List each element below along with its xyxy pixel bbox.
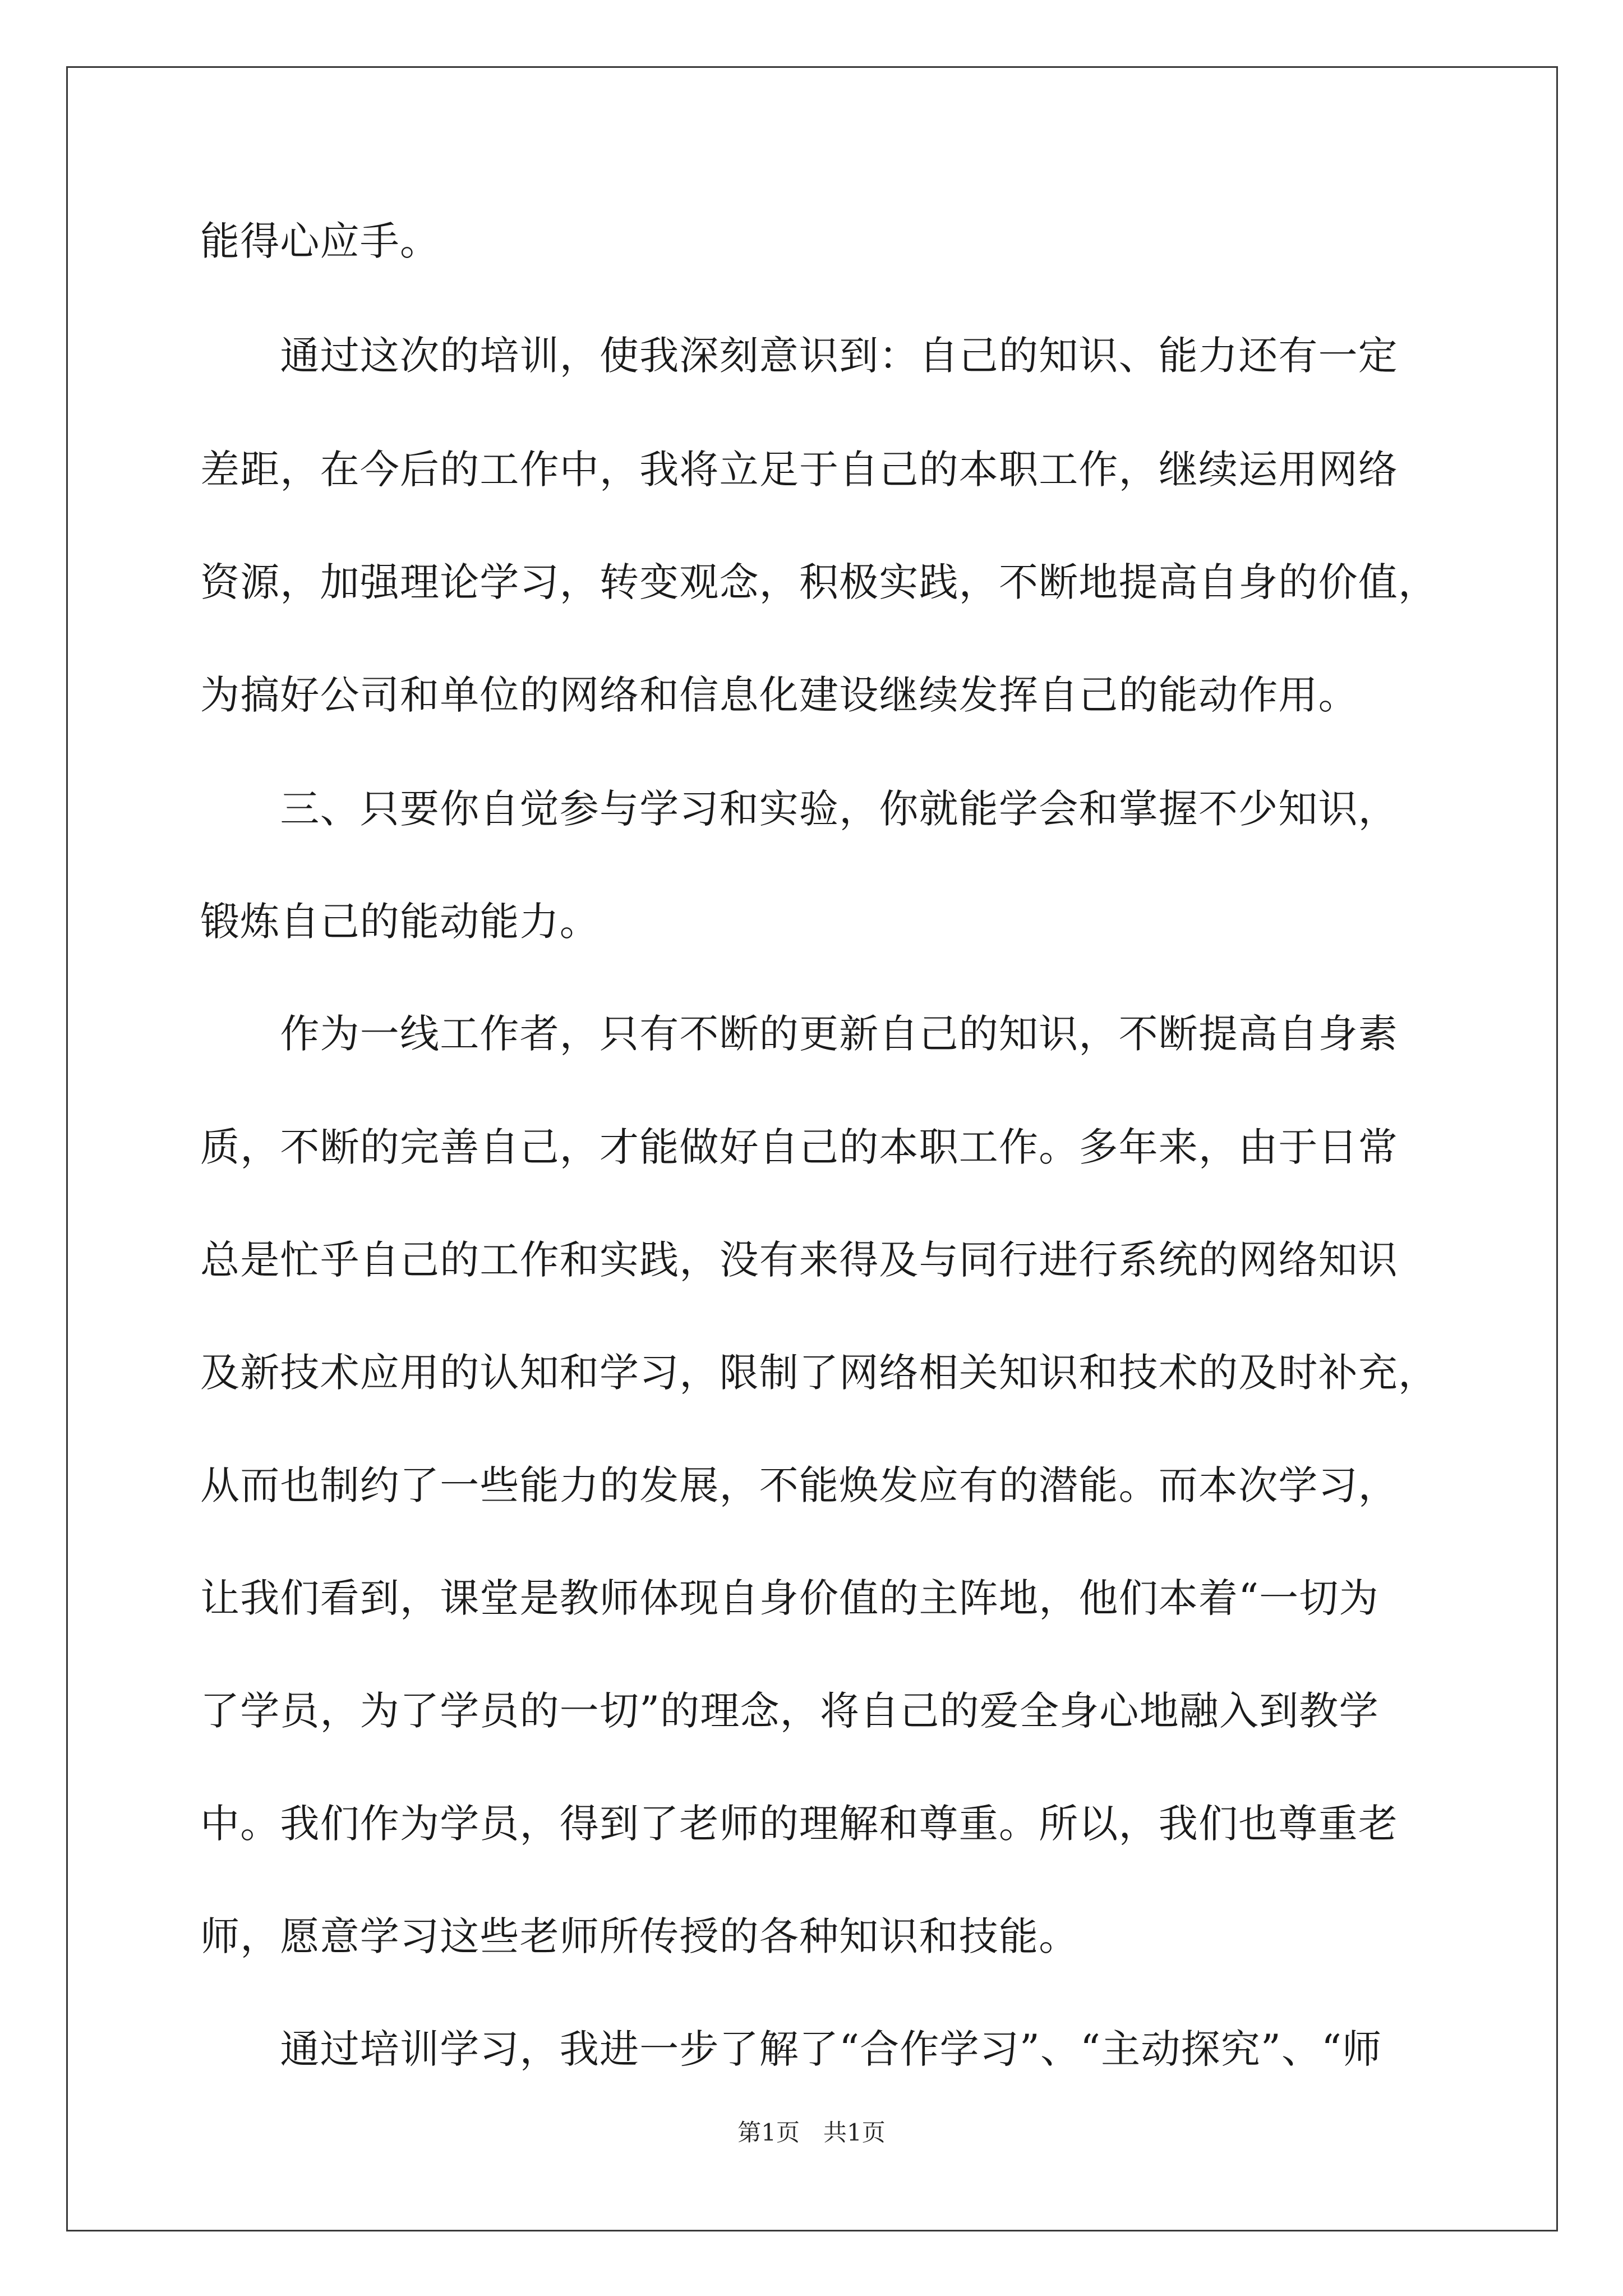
text-line: 作为一线工作者，只有不断的更新自己的知识，不断提高自身素 — [200, 1011, 1398, 1057]
text-line: 资源，加强理论学习，转变观念，积极实践，不断地提高自身的价值， — [200, 559, 1438, 605]
text-line: 及新技术应用的认知和学习，限制了网络相关知识和技术的及时补充， — [200, 1350, 1438, 1396]
text-line: 了学员，为了学员的一切”的理念，将自己的爱全身心地融入到教学 — [200, 1688, 1379, 1734]
page-footer: 第1页 共1页 — [737, 2119, 886, 2146]
text-line: 三、只要你自觉参与学习和实验，你就能学会和掌握不少知识， — [200, 786, 1398, 832]
text-line: 从而也制约了一些能力的发展，不能焕发应有的潜能。而本次学习， — [200, 1462, 1398, 1508]
text-line: 锻炼自己的能动能力。 — [200, 899, 600, 945]
text-line: 中。我们作为学员，得到了老师的理解和尊重。所以，我们也尊重老 — [200, 1801, 1398, 1847]
text-line: 为搞好公司和单位的网络和信息化建设继续发挥自己的能动作用。 — [200, 672, 1358, 718]
text-line: 通过这次的培训，使我深刻意识到：自己的知识、能力还有一定 — [200, 333, 1398, 379]
text-line: 通过培训学习，我进一步了解了“合作学习”、“主动探究”、“师 — [200, 2026, 1382, 2072]
text-line: 能得心应手。 — [200, 218, 440, 264]
text-line: 师，愿意学习这些老师所传授的各种知识和技能。 — [200, 1913, 1079, 1959]
text-line: 总是忙乎自己的工作和实践，没有来得及与同行进行系统的网络知识 — [200, 1237, 1398, 1283]
text-line: 质，不断的完善自己，才能做好自己的本职工作。多年来，由于日常 — [200, 1124, 1398, 1170]
text-line: 让我们看到，课堂是教师体现自身价值的主阵地，他们本着“一切为 — [200, 1575, 1379, 1621]
text-line: 差距，在今后的工作中，我将立足于自己的本职工作，继续运用网络 — [200, 447, 1398, 493]
